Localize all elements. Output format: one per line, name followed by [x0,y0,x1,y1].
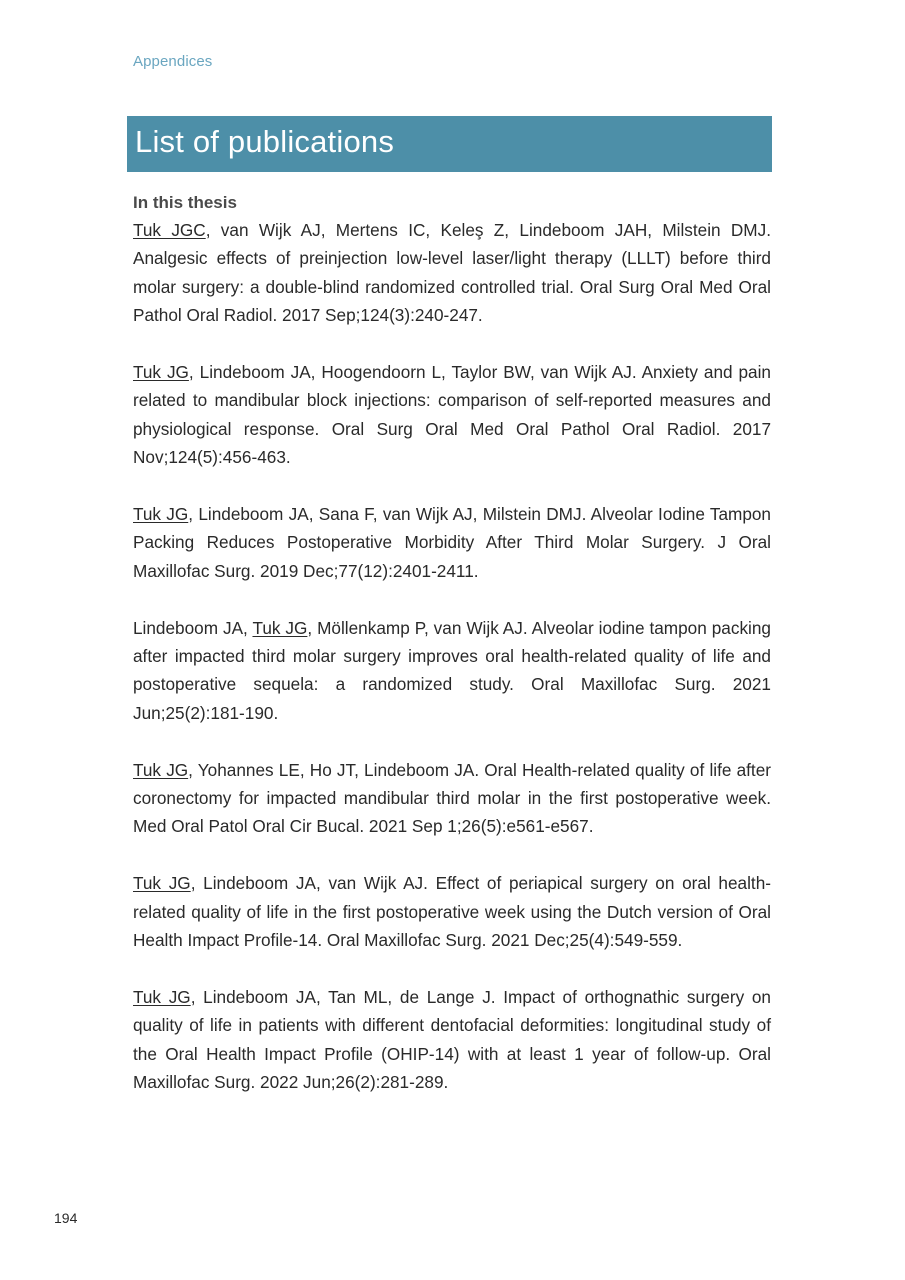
author-self: Tuk JG [252,617,308,638]
pub-citation: , Lindeboom JA, Sana F, van Wijk AJ, Milstein DMJ. Alveolar Iodine Tampon Packing Reduces Postoperative Morbidity After Third Molar Surgery. J Oral Maxillofac Surg. 2019 Dec;77(12):2401-2411. [133,504,771,581]
page-title: List of publications [135,124,395,159]
publication-entry-7 [133,983,771,1097]
pub-citation: , van Wijk AJ, Mertens IC, Keleş Z, Lindeboom JAH, Milstein DMJ. Analgesic effects of preinjection low-level laser/light therapy (LLLT) before third molar surgery: a double-blind randomized controlled trial. Oral Surg Oral Med Oral Pathol Oral Radiol. 2017 Sep;124(3):240-247. [133,220,771,326]
author-self: Tuk JG [133,362,189,383]
author-self: Tuk JG [133,504,189,525]
title-banner [127,116,772,172]
running-header: Appendices [133,53,213,70]
author-self: Tuk JG [133,759,189,780]
publication-entry-1 [133,216,771,330]
publication-entry-5 [133,756,771,841]
publication-entry-6 [133,869,771,954]
author-self: Tuk JG [133,873,191,894]
pub-citation: , Yohannes LE, Ho JT, Lindeboom JA. Oral Health-related quality of life after coronectomy for impacted mandibular third molar in the first postoperative week. Med Oral Patol Oral Cir Bucal. 2021 Sep 1;26(5):e561-e567. [133,759,771,837]
pub-citation: , Möllenkamp P, van Wijk AJ. Alveolar iodine tampon packing after impacted third molar surgery improves oral health-related quality of life and postoperative sequela: a randomized study. Oral Maxillofac Surg. 2021 Jun;25(2):181-190. [133,617,771,723]
pub-citation: , Lindeboom JA, van Wijk AJ. Effect of periapical surgery on oral health-related quality of life in the first postoperative week using the Dutch version of Oral Health Impact Profile-14. Oral Maxillofac Surg. 2021 Dec;25(4):549-559. [133,873,771,951]
pub-citation: , Lindeboom JA, Tan ML, de Lange J. Impact of orthognathic surgery on quality of life in patients with different dentofacial deformities: longitudinal study of the Oral Health Impact Profile (OHIP-14) with at least 1 year of follow-up. Oral Maxillofac Surg. 2022 Jun;26(2):281-289. [133,986,771,1093]
section-heading: In this thesis [133,193,237,212]
publication-entry-2 [133,358,771,472]
publication-entry-4 [133,614,771,728]
pub-citation: , Lindeboom JA, Hoogendoorn L, Taylor BW, van Wijk AJ. Anxiety and pain related to mandibular block injections: comparison of self-reported measures and physiological response. Oral Surg Oral Med Oral Pathol Oral Radiol. 2017 Nov;124(5):456-463. [133,362,771,468]
pub-prefix: Lindeboom JA, [133,617,253,638]
page-number: 194 [54,1210,78,1226]
publication-list [133,190,771,1125]
publication-entry-3 [133,500,771,585]
author-self: Tuk JG [133,986,191,1007]
author-self: Tuk JGC [133,220,206,240]
